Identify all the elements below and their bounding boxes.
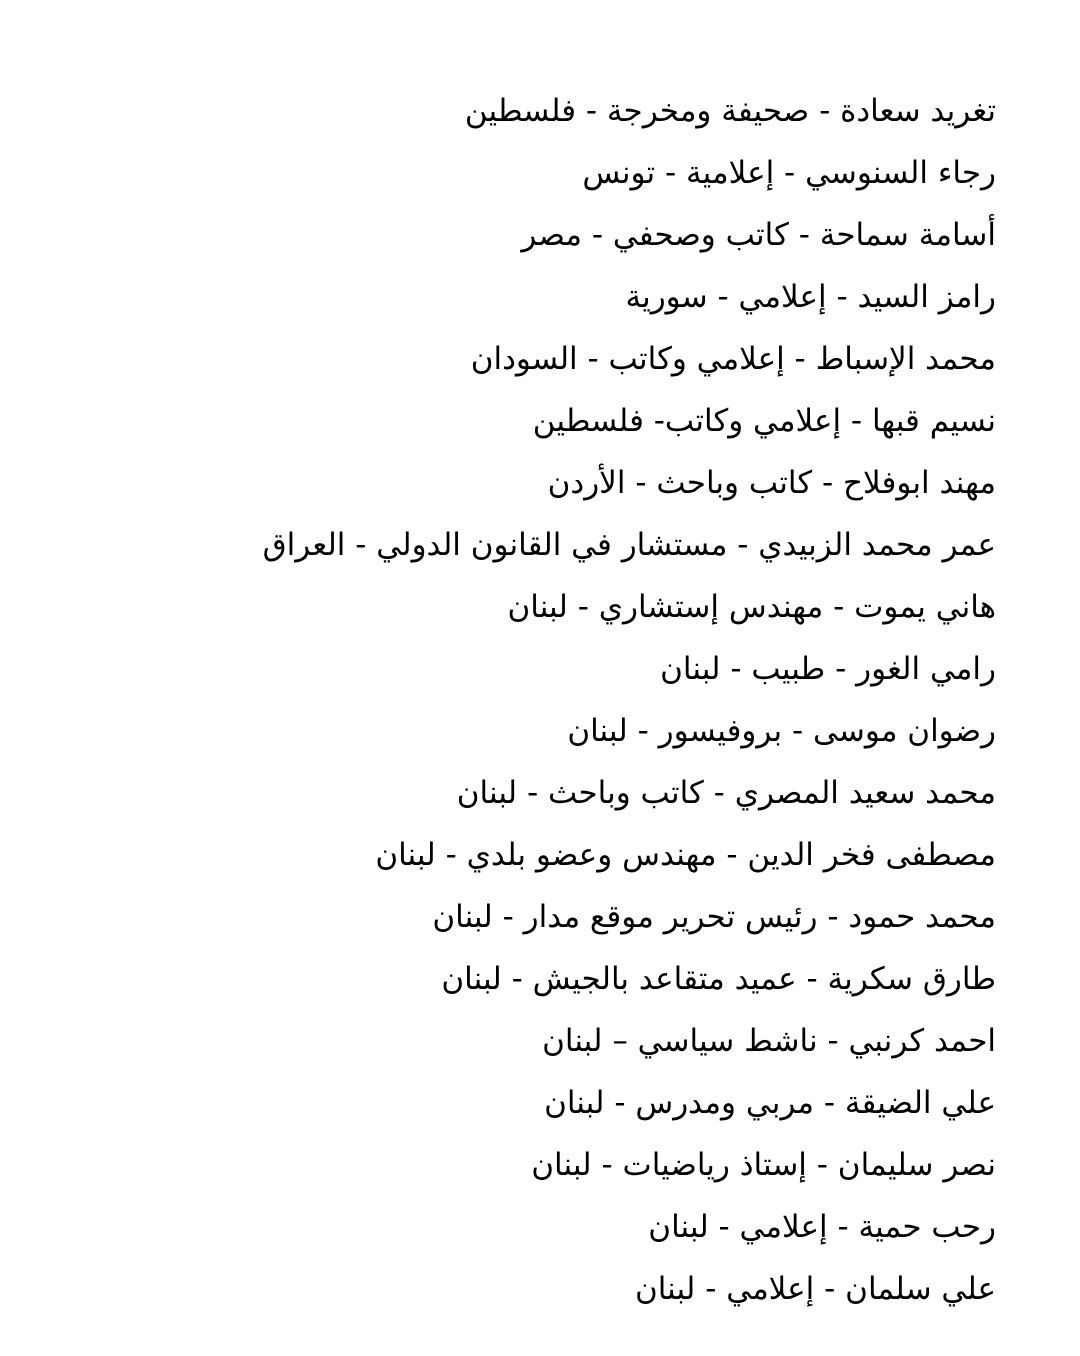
list-item: علي الضيقة - مربي ومدرس - لبنان [544,1085,996,1121]
list-item: مصطفى فخر الدين - مهندس وعضو بلدي - لبنان [375,837,996,873]
list-item: أسامة سماحة - كاتب وصحفي - مصر [521,217,996,253]
list-item: نسيم قبها - إعلامي وكاتب- فلسطين [532,403,996,439]
list-item: رضوان موسى - بروفيسور - لبنان [567,713,996,749]
list-item: طارق سكرية - عميد متقاعد بالجيش - لبنان [441,961,996,997]
list-item: نصر سليمان - إستاذ رياضيات - لبنان [531,1147,996,1183]
list-item: رامز السيد - إعلامي - سورية [625,279,996,315]
names-list [96,84,996,1324]
list-item: تغريد سعادة - صحيفة ومخرجة - فلسطين [464,93,996,129]
list-item: مهند ابوفلاح - كاتب وباحث - الأردن [547,465,996,501]
list-item: رامي الغور - طبيب - لبنان [660,651,996,687]
list-item: محمد الإسباط - إعلامي وكاتب - السودان [470,341,996,377]
list-item: احمد كرنبي - ناشط سياسي – لبنان [542,1023,996,1059]
list-item: هاني يموت - مهندس إستشاري - لبنان [507,589,996,625]
list-item: عمر محمد الزبيدي - مستشار في القانون الدولي - العراق [262,527,996,563]
list-item: رجاء السنوسي - إعلامية - تونس [582,155,996,191]
list-item: محمد سعيد المصري - كاتب وباحث - لبنان [456,775,996,811]
list-item: علي سلمان - إعلامي - لبنان [634,1271,996,1307]
list-item: رحب حمية - إعلامي - لبنان [648,1209,996,1245]
list-item: محمد حمود - رئيس تحرير موقع مدار - لبنان [432,899,996,935]
